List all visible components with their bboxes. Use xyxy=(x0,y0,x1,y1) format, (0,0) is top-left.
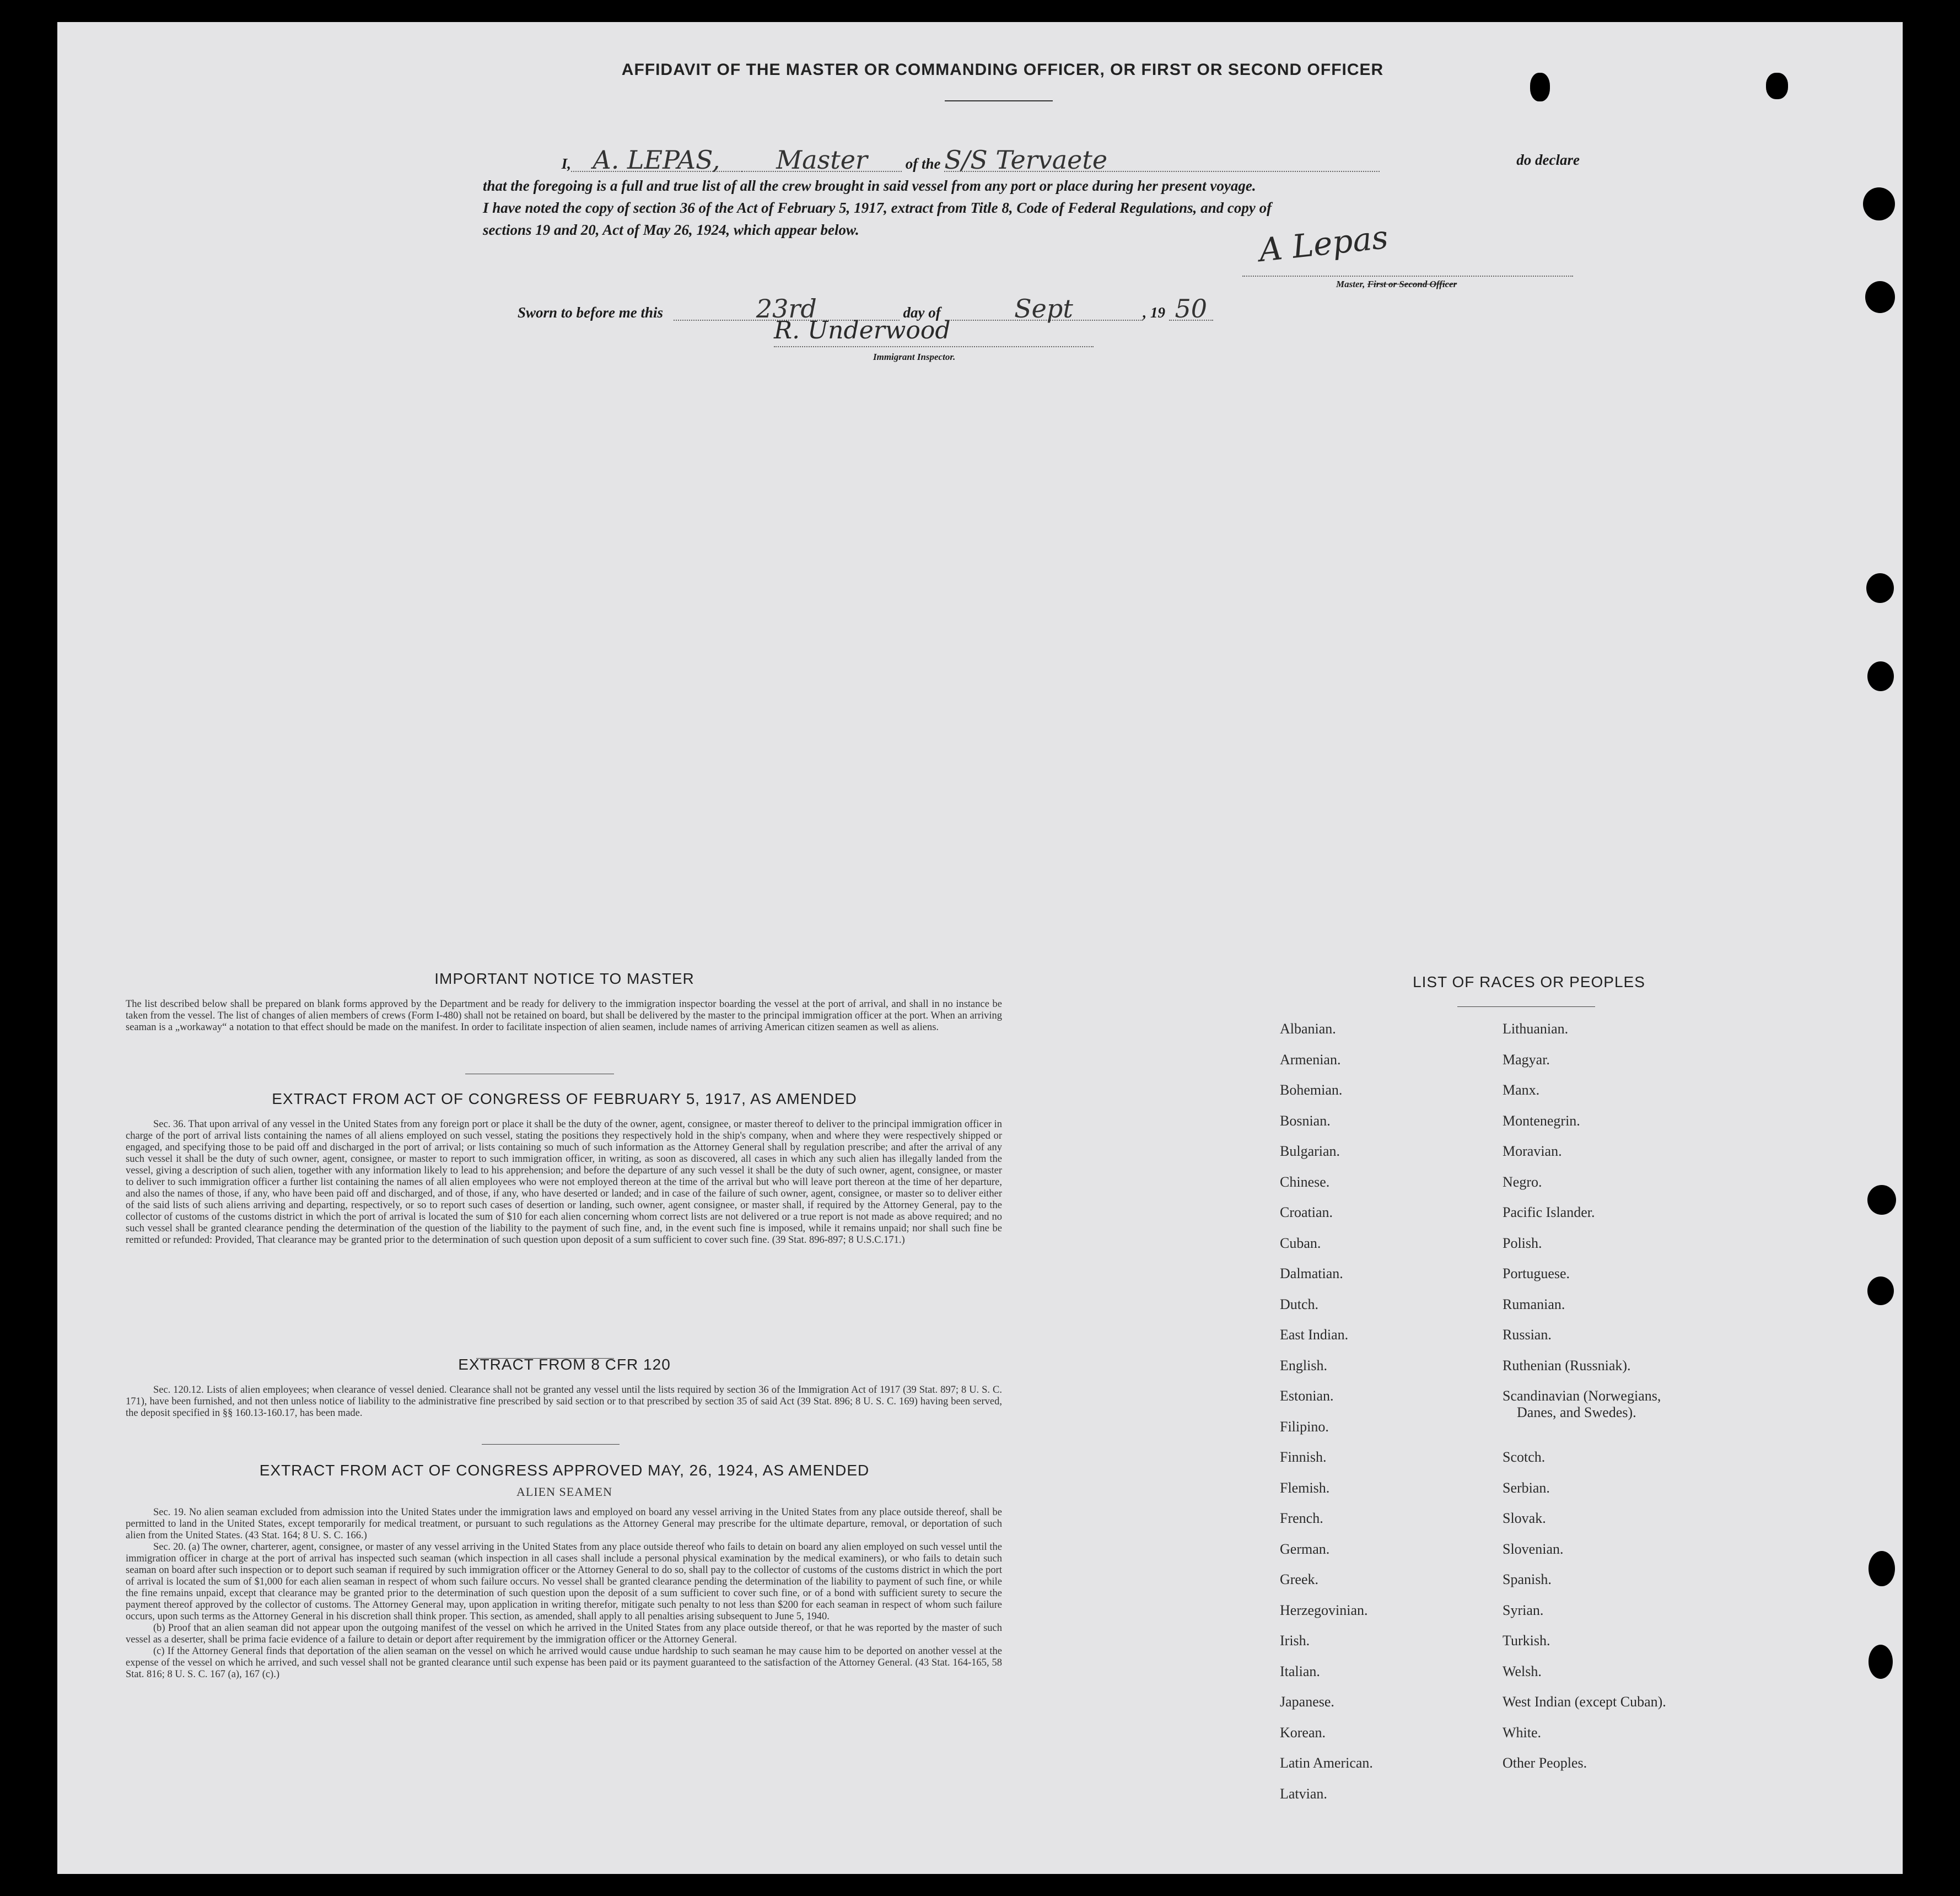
i-label: I, xyxy=(561,155,571,172)
punch-hole xyxy=(1863,187,1895,220)
race-item: Turkish. xyxy=(1503,1633,1550,1649)
do-declare-label: do declare xyxy=(1516,152,1580,168)
year-field: 50 xyxy=(1169,298,1213,321)
punch-hole xyxy=(1869,1551,1895,1586)
extract-1924-paragraph: Sec. 20. (a) The owner, charterer, agent, consignee, or master of any vessel arriving in the United States from any place outside thereof who fails to detain on board any alien employed on such vessel until the immigration officer in charge at the port of arrival has inspected such seaman (which inspection in all cases shall include a personal physical examination by the medical examiners), or who fails to detain such seaman on board after such inspection or to deport such seaman if required by such immigration officer or the Attorney General to do so, shall pay to the collector of customs of the customs district in which the port of arrival is located the sum of $1,000 for each alien seaman in respect of whom such failure occurs. No vessel shall be granted clearance pending the determination of the liability to payment of such fine, or while the fine remains unpaid, except that clearance may be granted prior to the determination of such question upon the deposit of a sum sufficient to cover such fine, or of a bond with sufficient surety to secure the payment thereof approved by the collector of customs. The Attorney General may, upon application in writing therefor, mitigate such penalty to not less than $200 for each seaman in respect of whom such failure occurs, upon such terms as the Attorney General in his discretion shall think proper. This section, as amended, shall apply to all penalties arising subsequent to June 5, 1940. xyxy=(126,1542,1002,1622)
race-item: Polish. xyxy=(1503,1235,1542,1251)
sworn-label: Sworn to before me this xyxy=(518,304,664,321)
race-item: Latin American. xyxy=(1280,1755,1373,1771)
signature-line xyxy=(1242,276,1573,277)
vessel-name-field: S/S Tervaete xyxy=(944,149,1380,172)
race-item: Scotch. xyxy=(1503,1449,1546,1465)
race-item: East Indian. xyxy=(1280,1327,1349,1343)
extract-1924-paragraph: Sec. 19. No alien seaman excluded from admission into the United States under the immigration laws and employed on board any vessel arriving in the United States from any place outside thereof, shall be permitted to land in the United States, except temporarily for medical treatment, or pursuant to such regulations as the Attorney General may prescribe for the ultimate departure, removal, or deportation of such alien from the United States. (43 Stat. 164; 8 U. S. C. 166.) xyxy=(126,1507,1002,1541)
race-item: Dalmatian. xyxy=(1280,1265,1343,1281)
inspector-caption: Immigrant Inspector. xyxy=(873,352,956,362)
punch-hole xyxy=(1867,1185,1896,1215)
notice-body: The list described below shall be prepared on blank forms approved by the Department and be ready for delivery to the immigration inspector boarding the vessel at the port of arrival, and shall in no instance be taken from the vessel. The list of changes of alien members of crews (Form I-480) shall not be retained on board, but shall be delivered by the master to the principal immigration officer at the port. When an arriving seaman is a „workaway“ a notation to that effect should be made on the manifest. In order to facilitate inspection of alien seamen, include names of arriving American citizen seamen as well as aliens. xyxy=(126,999,1003,1033)
races-right-column xyxy=(1503,1021,1811,1847)
extract-1924-paragraph: (b) Proof that an alien seaman did not appear upon the outgoing manifest of the vessel on which he arrived in the United States from any place outside thereof, or that he was reported by the master of such vessel as a deserter, shall be prima facie evidence of a failure to detain or deport after requirement by the immigration officer or the Attorney General. xyxy=(126,1623,1002,1645)
race-item: Albanian. xyxy=(1280,1021,1336,1037)
race-item: Latvian. xyxy=(1280,1785,1327,1802)
race-item: Chinese. xyxy=(1280,1173,1330,1190)
extract-1924-paragraph: (c) If the Attorney General finds that deportation of the alien seaman on the vessel on which he arrived would cause undue hardship to such seaman he may cause him to be deported on another vessel at the expense of the vessel on which he arrived, and such vessel shall not be granted clearance until such expense has been paid or its payment guaranteed to the satisfaction of the Attorney General. (43 Stat. 164-165, 58 Stat. 816; 8 U. S. C. 167 (a), 167 (c).) xyxy=(126,1646,1002,1680)
punch-hole xyxy=(1867,661,1894,691)
race-item: Slovak. xyxy=(1503,1510,1546,1526)
race-item: Bulgarian. xyxy=(1280,1143,1340,1159)
race-item: Irish. xyxy=(1280,1633,1310,1649)
race-item: Cuban. xyxy=(1280,1235,1321,1251)
race-item: Montenegrin. xyxy=(1503,1112,1580,1129)
race-item: Japanese. xyxy=(1280,1694,1334,1710)
affidavit-body xyxy=(483,145,1580,241)
race-item: Armenian. xyxy=(1280,1051,1341,1068)
race-item: Rumanian. xyxy=(1503,1296,1565,1312)
document-page xyxy=(57,22,1903,1874)
race-item: Scandinavian (Norwegians, Danes, and Swedes). xyxy=(1503,1388,1661,1420)
extract-1917-title: EXTRACT FROM ACT OF CONGRESS OF FEBRUARY 5, 1917, AS AMENDED xyxy=(272,1090,857,1107)
notice-title: IMPORTANT NOTICE TO MASTER xyxy=(434,970,694,987)
signature-caption xyxy=(1336,279,1457,290)
master-name-field: A. LEPAS, xyxy=(571,149,742,172)
race-item: Pacific Islander. xyxy=(1503,1204,1595,1220)
punch-hole xyxy=(1865,281,1895,313)
race-item: Other Peoples. xyxy=(1503,1755,1587,1771)
race-item: Russian. xyxy=(1503,1327,1552,1343)
extract-1924-title: EXTRACT FROM ACT OF CONGRESS APPROVED MAY, 26, 1924, AS AMENDED xyxy=(259,1462,870,1479)
race-item: Bosnian. xyxy=(1280,1112,1331,1129)
rank-field: Master xyxy=(742,149,902,172)
extract-cfr-divider xyxy=(482,1444,620,1445)
race-item: Slovenian. xyxy=(1503,1540,1564,1557)
race-item: Herzegovinian. xyxy=(1280,1602,1368,1618)
punch-hole xyxy=(1866,573,1894,603)
of-the-label: of the xyxy=(905,155,941,172)
races-left-column xyxy=(1280,1021,1500,1847)
race-item: Bohemian. xyxy=(1280,1082,1343,1098)
affidavit-title: AFFIDAVIT OF THE MASTER OR COMMANDING OFFICER, OR FIRST OR SECOND OFFICER xyxy=(621,61,1384,79)
caption-struck-officer: First or Second Officer xyxy=(1367,279,1457,289)
race-item: Ruthenian (Russniak). xyxy=(1503,1357,1631,1373)
extract-cfr-title: EXTRACT FROM 8 CFR 120 xyxy=(458,1356,671,1373)
race-item: German. xyxy=(1280,1540,1330,1557)
race-item: Italian. xyxy=(1280,1663,1320,1679)
race-item: Negro. xyxy=(1503,1173,1542,1190)
master-signature: A Lepas xyxy=(1257,218,1390,270)
race-item: Estonian. xyxy=(1280,1388,1334,1404)
affidavit-line-1 xyxy=(483,145,1580,175)
race-item: English. xyxy=(1280,1357,1327,1373)
race-item: Manx. xyxy=(1503,1082,1540,1098)
race-item: Syrian. xyxy=(1503,1602,1544,1618)
race-item: French. xyxy=(1280,1510,1323,1526)
race-item: Moravian. xyxy=(1503,1143,1562,1159)
race-item: Greek. xyxy=(1280,1571,1319,1587)
day-field: 23rd xyxy=(674,298,900,321)
title-divider xyxy=(945,100,1053,101)
race-item: Flemish. xyxy=(1280,1479,1330,1496)
inspector-signature-line xyxy=(774,346,1094,347)
affidavit-line-4: sections 19 and 20, Act of May 26, 1924, which appear below. xyxy=(483,222,859,238)
race-item: Croatian. xyxy=(1280,1204,1333,1220)
extract-1924-subtitle: ALIEN SEAMEN xyxy=(516,1485,612,1499)
race-item: Serbian. xyxy=(1503,1479,1550,1496)
race-item: Portuguese. xyxy=(1503,1265,1570,1281)
punch-hole xyxy=(1867,1276,1894,1305)
race-item: Magyar. xyxy=(1503,1051,1550,1068)
affidavit-line-2: that the foregoing is a full and true list of all the crew brought in said vessel from any port or place during her present voyage. xyxy=(483,177,1256,194)
punch-hole xyxy=(1869,1645,1893,1679)
race-item: Spanish. xyxy=(1503,1571,1552,1587)
race-item: Dutch. xyxy=(1280,1296,1319,1312)
race-item: Filipino. xyxy=(1280,1418,1329,1435)
extract-1917-body: Sec. 36. That upon arrival of any vessel in the United States from any foreign port or place it shall be the duty of the owner, agent, consignee, or master thereof to deliver to the principal immigration officer in charge of the port of arrival lists containing the names of all aliens employed on such vessel, stating the positions they respectively hold in the ship's company, when and where they were respectively shipped or engaged, and specifying those to be paid off and discharged in the port of arrival; or lists containing so much of such information as the Attorney General shall by regulation prescribe; and after the arrival of any such vessel it shall be the duty of such owner, agent, consignee, or master to report to such immigration officer, in writing, as soon as discovered, all cases in which any such alien has illegally landed from the vessel, giving a description of such alien, together with any information likely to lead to his apprehension; and before the departure of any such vessel it shall be the duty of such owner, agent, consignee, or master to deliver to such immigration officer a further list containing the names of all alien employees who were not employed thereon at the time of the arrival but who will leave port thereon at the time of her departure, and also the names of those, if any, who have been paid off and discharged, and of those, if any, who have deserted or landed; and in case of the failure of such owner, agent, consignee, or master so to deliver either of the said lists of such aliens arriving and departing, respectively, or so to report such cases of desertion or landing, such owner, agent consignee, or master shall, if required by the Attorney General, pay to the collector of customs of the customs district in which the port of arrival is located the sum of $10 for each alien concerning whom correct lists are not delivered or a true report is not made as above required; and no such vessel shall be granted clearance pending the determination of the question of the liability to the payment of such fine, and, in the event such fine is imposed, while it remains unpaid; nor shall such fine be remitted or refunded: Provided, That clearance may be granted prior to the determination of such question upon deposit of a sum sufficient to cover such fine. (39 Stat. 896-897; 8 U.S.C.171.) xyxy=(126,1119,1002,1246)
affidavit-line-3: I have noted the copy of section 36 of the Act of February 5, 1917, extract from Title 8, Code of Federal Regulations, and copy of xyxy=(483,200,1272,216)
extract-1924-body xyxy=(126,1507,1002,1680)
month-field: Sept xyxy=(945,298,1143,321)
caption-master: Master, xyxy=(1336,279,1365,289)
race-item: Finnish. xyxy=(1280,1449,1327,1465)
races-title: LIST OF RACES OR PEOPLES xyxy=(1413,973,1645,990)
day-of-label: day of xyxy=(903,304,941,321)
race-item: White. xyxy=(1503,1724,1542,1741)
extract-cfr-body: Sec. 120.12. Lists of alien employees; when clearance of vessel denied. Clearance shall not be granted any vessel until the lists required by section 36 of the Immigration Act of 1917 (39 Stat. 897; 8 U. S. C. 171), have been furnished, and not then unless notice of liability to the administrative fine prescribed by said section or to that prescribed by section 35 of said Act (39 Stat. 896; 8 U. S. C. 169) having been served, the deposit specified in §§ 160.13-160.17, has been made. xyxy=(126,1385,1002,1419)
races-divider xyxy=(1457,1006,1595,1007)
year-prefix: , 19 xyxy=(1143,304,1166,321)
race-item: Korean. xyxy=(1280,1724,1326,1741)
race-item: West Indian (except Cuban). xyxy=(1503,1694,1666,1710)
race-item: Welsh. xyxy=(1503,1663,1542,1679)
inspector-signature: R. Underwood xyxy=(774,316,951,344)
race-item: Lithuanian. xyxy=(1503,1021,1569,1037)
